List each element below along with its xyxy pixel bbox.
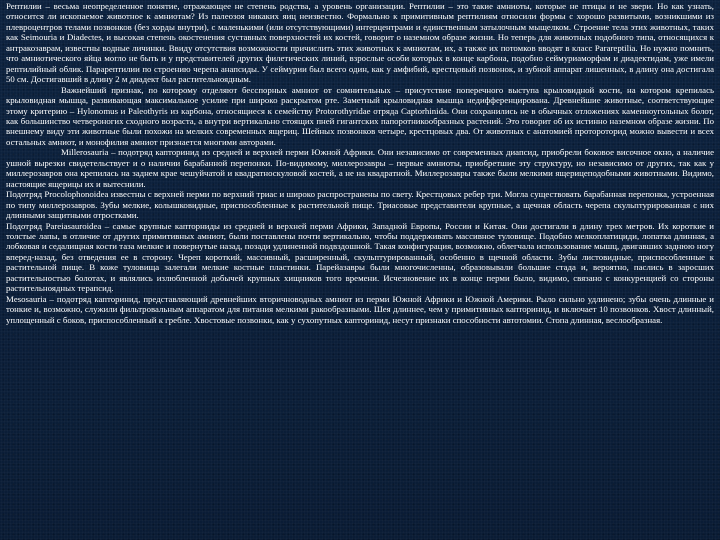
paragraph-millerosauria: Millerosauria – подотряд капторинид из средней и верхней перми Южной Африки. Они независимо от современных диапсид, приобрели боковое височное окно, а наличие ушной вырезки свидетельствует и о наличии барабанной перепонки. По-видимому, миллерозавры – первые амниоты, приобретшие эту структуру, но независимо от других, так как у миллерозавров она крепилась на заднем крае чешуйчатой и квадратноскуловой костей, а не на квадратной. Миллерозавры также были мелкими ящерицеподобными животными. Видимо, настоящие ящерицы их и вытеснили. [6,147,714,189]
paragraph-amniote-criterion: Важнейший признак, по которому отделяют бесспорных амниот от сомнительных – присутствие поперечного выступа крыловидной кости, на котором крепилась крыловидная мышца, развивающая максимальное усилие при широко раскрытом рте. Заметный крыловидная мышца недифференцирована. Древнейшие животные, соответствующие этому критерию – Hylonomus и Paleothyris из карбона, относящиеся к семейству Protorothyridae отряда Captorhinida. Они сохранились не в обычных отложениях каменноугольных болот, как большинство четвероногих сходного возраста, а внутри вертикально стоящих пней гигантских папоротникообразных растений. Это говорит об их истинно наземном образе жизни. По внешнему виду эти животные были похожи на мелких современных ящериц. Шейных позвонков четыре, крестцовых два. От животных с анатомией протороторид можно вывести и всех остальных амниот, и монофилия амниот признается многими авторами. [6,84,714,147]
paragraph-procolophonoidea: Подотряд Procolophonoidea известны с верхней перми по верхний триас и широко распространены по свету. Крестцовых ребер три. Могла существовать барабанная перепонка, устроенная по типу миллерозавров. Зубы мелкие, колышковидные, приспособленные к растительной пище. Триасовые представители крупные, а щечная область черепа скульптурированная с них длинными защитными отростками. [6,189,714,221]
paragraph-pareiasauroidea: Подотряд Pareiasauroidea – самые крупные капторниды из средней и верхней перми Африки, Западной Европы, России и Китая. Они достигали в длину трех метров. Их короткие и толстые лапы, в отличие от других примитивных амниот, были поставлены почти вертикально, чтобы поддерживать массивное туловище. Подобно мелкоплатициди, лопатка длинная, а лобковая и седалищная кости таза мелкие и повернутые назад, позади удлиненной подвздошной. Такая конфигурация, возможно, облегчала использование мышц, двигавших заднюю ногу вперед-назад, без отведения ее в сторону. Череп короткий, массивный, расширенный, скульптурированный, особенно в щечной области. Зубы листовидные, приспособленные к растительной пище. В коже туловища залегали мелкие костные пластинки. Парейазавры были многочисленны, образовывали большие стада и, вероятно, паслись в заросших растительностью болотах, и являлись излюбленной добычей крупных хищников того времени. Исчезновение их в конце перми было, видимо, связано с конкуренцией со стороны растительноядных терапсид. [6,220,714,294]
paragraph-mesosauria: Mesosauria – подотряд капторинид, представляющий древнейших вторичноводных амниот из перми Южной Африки и Южной Америки. Рыло сильно удлинено; зубы очень длинные и тонкие и, возможно, служили фильтровальным аппаратом для питания мелкими ракообразными. Шея длиннее, чем у примитивных капторинид, и включает 10 позвонков. Хвост длинный, уплощенный с боков, приспособленный к греблe. Хвостовые позвонки, как у сухопутных капторинид, несут признаки способности автотомии. Стопа длинная, веслообразная. [6,293,714,325]
paragraph-reptiles-definition: Рептилии – весьма неопределенное понятие, отражающее не степень родства, а уровень организации. Рептилии – это такие амниоты, которые не птицы и не звери. Но как узнать, относится ли ископаемое животное к амниотам? Из палеозоя никаких яиц неизвестно. Формально к примитивным рептилиям относили формы с хорошо развитыми, возникшими из плевроцентров телами позвонков (без хорды внутри), с маленькими (или отсутствующими) интерцентрами и единственным затылочным мыщелком. Строение тела этих животных, таких как Seimouria и Diadectes, и высокая степень окостенения суставных поверхностей их костей, говорит о наземном образе жизни. Но теперь для животных подобного типа, относящихся к антракозаврам, известны водные личинки. Ввиду отсутствия возможности причислить этих животных к амниотам, их, а также их потомков вводят в класс Parareptilia. Но нужно помнить, что амниотического яйца могло не быть и у представителей других филетических линий, взрослые особи которых в конце карбона, подобно сеймуриаморфам и диадектидам, уже имели рептилийный облик. Парарептилии по строению черепа анапсиды. У сеймурии был всего один, как у амфибий, крестцовый позвонок, и зубной аппарат лишенных, в длину она достигала 50 см. Достигавший в длину 2 м диадект был растительноядным. [6,1,714,85]
